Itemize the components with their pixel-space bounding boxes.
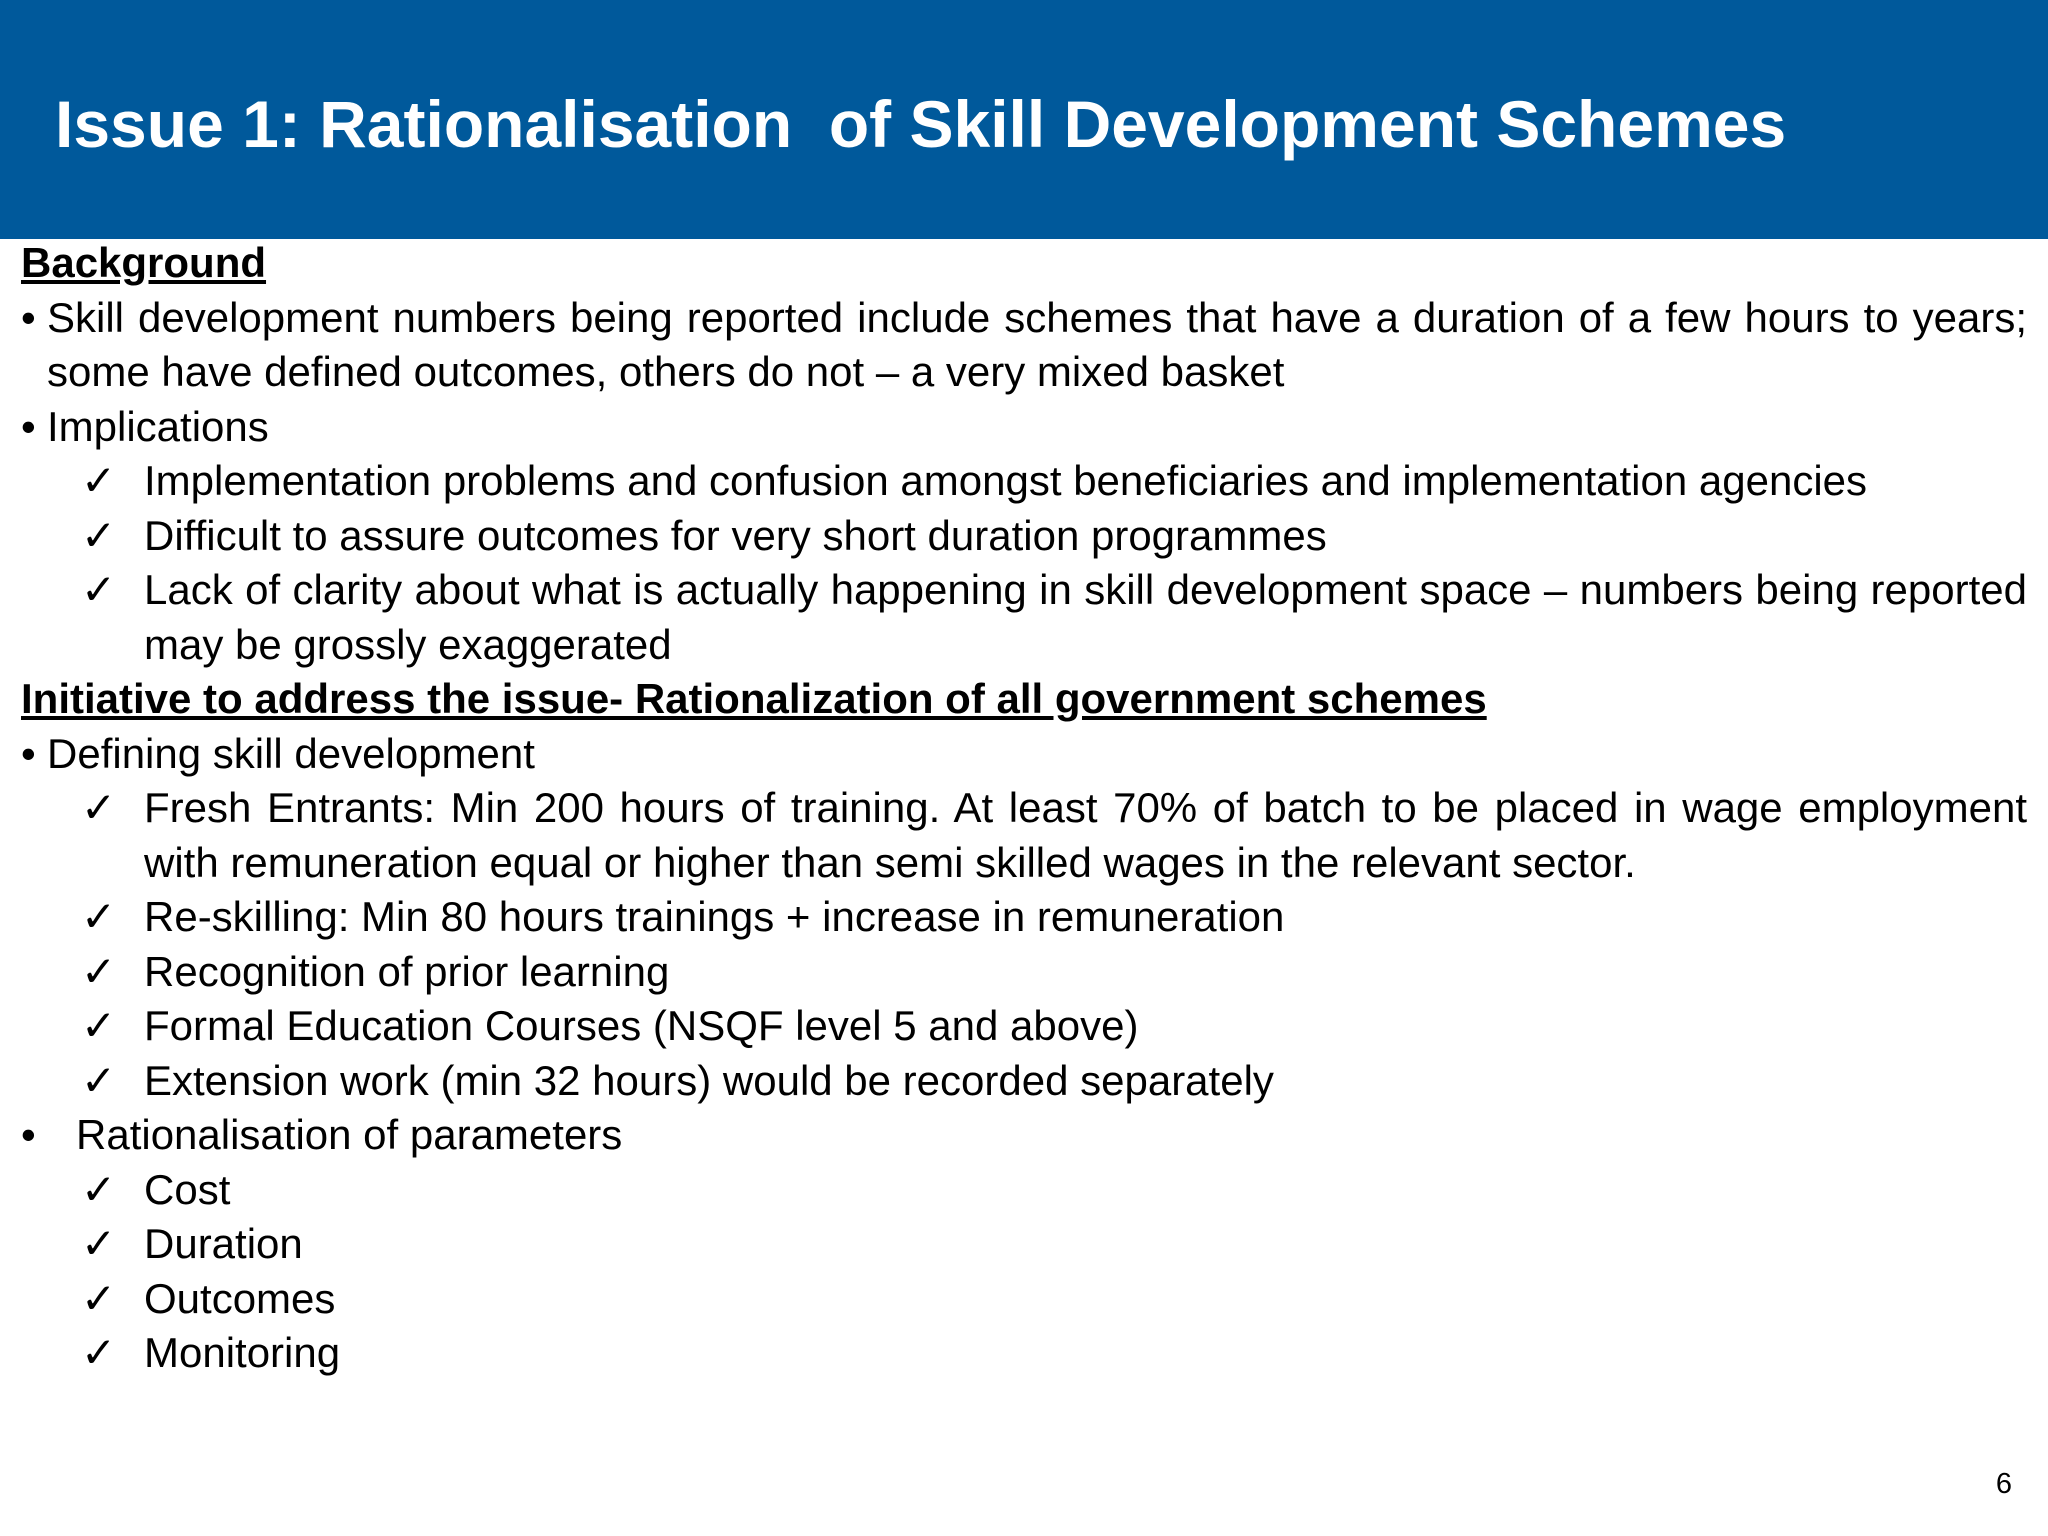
checklist-text: Difficult to assure outcomes for very short duration programmes — [144, 511, 1327, 559]
check-icon: ✓ — [81, 511, 117, 559]
checklist-text: Fresh Entrants: Min 200 hours of training. At least 70% of batch to be placed in wage employment with remuneration equal or higher than semi skilled wages in the relevant sector. — [144, 784, 2027, 886]
checklist-text: Duration — [144, 1220, 303, 1267]
checklist-text: Lack of clarity about what is actually happening in skill development space – numbers being reported may be grossly exaggerated — [144, 566, 2027, 668]
checklist-item — [21, 781, 2027, 890]
check-icon: ✓ — [81, 566, 117, 613]
checklist-item — [21, 454, 2027, 509]
check-icon: ✓ — [81, 893, 117, 940]
bullet-marker: • — [21, 1111, 36, 1158]
checklist-item — [21, 1163, 2027, 1218]
checklist-item — [21, 1326, 2027, 1381]
check-icon: ✓ — [81, 1329, 117, 1376]
checklist-item — [21, 1217, 2027, 1272]
check-icon: ✓ — [81, 1002, 117, 1049]
check-icon: ✓ — [81, 947, 117, 995]
check-icon: ✓ — [81, 1056, 117, 1104]
checklist-item — [21, 509, 2027, 564]
checklist-item — [21, 890, 2027, 945]
checklist-text: Implementation problems and confusion amongst beneficiaries and implementation agencies — [144, 457, 1868, 504]
title-banner — [0, 0, 2048, 239]
slide-body — [21, 236, 2027, 1381]
checklist-item — [21, 1054, 2027, 1109]
checklist-text: Outcomes — [144, 1274, 336, 1322]
checklist-item — [21, 999, 2027, 1054]
bullet-item — [21, 727, 2027, 782]
slide-title: Issue 1: Rationalisation of Skill Development Schemes — [55, 87, 1787, 161]
check-icon: ✓ — [81, 1274, 117, 1322]
check-icon: ✓ — [81, 1220, 117, 1267]
bullet-text: Skill development numbers being reported include schemes that have a duration of a few hours to years; some have defined outcomes, others do not – a very mixed basket — [47, 293, 2027, 395]
bullet-marker: • — [21, 293, 36, 341]
check-icon: ✓ — [81, 457, 117, 504]
bullet-text: Rationalisation of parameters — [76, 1111, 623, 1158]
checklist-text: Monitoring — [144, 1329, 341, 1376]
bullet-text: Defining skill development — [47, 729, 535, 777]
checklist-item — [21, 1272, 2027, 1327]
checklist-text: Extension work (min 32 hours) would be recorded separately — [144, 1056, 1274, 1104]
background-heading: Background — [21, 239, 267, 286]
checklist-text: Cost — [144, 1165, 231, 1213]
bullet-item — [21, 291, 2027, 400]
bullet-item — [21, 1108, 2027, 1163]
check-icon: ✓ — [81, 784, 117, 831]
page-number: 6 — [1995, 1468, 2012, 1500]
checklist-text: Re-skilling: Min 80 hours trainings + increase in remuneration — [144, 893, 1285, 940]
bullet-text: Implications — [47, 402, 269, 450]
checklist-item — [21, 945, 2027, 1000]
bullet-item — [21, 400, 2027, 455]
check-icon: ✓ — [81, 1165, 117, 1213]
checklist-item — [21, 563, 2027, 672]
checklist-text: Formal Education Courses (NSQF level 5 and above) — [144, 1002, 1139, 1049]
bullet-marker: • — [21, 402, 36, 450]
initiative-heading: Initiative to address the issue- Rationalization of all government schemes — [21, 675, 1487, 722]
checklist-text: Recognition of prior learning — [144, 947, 670, 995]
bullet-marker: • — [21, 729, 36, 777]
